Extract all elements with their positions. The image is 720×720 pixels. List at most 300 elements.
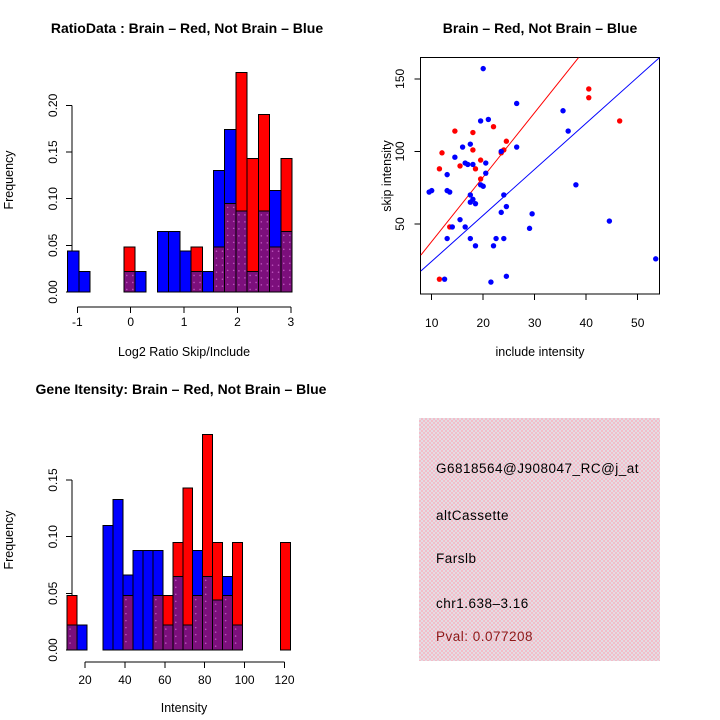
- gene_intensity_histogram-overlap-bar: [153, 596, 163, 650]
- purple-stipple-dot: [267, 263, 269, 265]
- purple-stipple-dot: [283, 277, 285, 279]
- purple-stipple-dot: [244, 284, 246, 286]
- brain_red-point: [586, 86, 591, 91]
- purple-stipple-dot: [289, 242, 291, 244]
- purple-stipple-dot: [227, 207, 229, 209]
- brain_red-point: [470, 130, 475, 135]
- ratio_histogram-overlap-bar: [258, 211, 269, 292]
- not_brain_blue-point: [529, 211, 534, 216]
- purple-stipple-dot: [185, 628, 187, 630]
- purple-stipple-dot: [126, 275, 128, 277]
- splice-type-text: altCassette: [436, 508, 510, 523]
- purple-stipple-dot: [235, 628, 237, 630]
- purple-stipple-dot: [175, 636, 177, 638]
- purple-stipple-dot: [222, 264, 224, 266]
- ratio_histogram-title: RatioData : Brain – Red, Not Brain – Blue: [50, 20, 324, 36]
- not_brain_blue-point: [514, 101, 519, 106]
- ratio_histogram-x-label: Log2 Ratio Skip/Include: [117, 345, 251, 359]
- ratio_histogram-overlap-bar: [281, 231, 292, 292]
- purple-stipple-dot: [215, 624, 217, 626]
- purple-stipple-dot: [267, 256, 269, 258]
- purple-stipple-dot: [175, 580, 177, 582]
- purple-stipple-dot: [205, 608, 207, 610]
- purple-stipple-dot: [238, 235, 240, 237]
- gene_intensity_histogram-bar: [133, 550, 143, 650]
- purple-stipple-dot: [272, 285, 274, 287]
- purple-stipple-dot: [233, 284, 235, 286]
- purple-stipple-dot: [225, 627, 227, 629]
- not_brain_blue-point: [470, 162, 475, 167]
- purple-stipple-dot: [267, 235, 269, 237]
- not_brain_blue-point: [501, 192, 506, 197]
- purple-stipple-dot: [278, 257, 280, 259]
- gene-info-box: [419, 418, 660, 661]
- not_brain_blue-point: [452, 155, 457, 160]
- purple-stipple-dot: [205, 594, 207, 596]
- ratio_histogram-overlap-bar: [213, 247, 224, 292]
- purple-stipple-dot: [244, 263, 246, 265]
- ratio_histogram-overlap-bar: [236, 211, 247, 292]
- purple-stipple-dot: [125, 620, 127, 622]
- brain_red-point: [504, 139, 509, 144]
- purple-stipple-dot: [272, 271, 274, 273]
- ratio_histogram-bar: [180, 251, 191, 292]
- purple-stipple-dot: [195, 606, 197, 608]
- not_brain_blue-point: [565, 128, 570, 133]
- purple-stipple-dot: [126, 282, 128, 284]
- purple-stipple-dot: [216, 250, 218, 252]
- purple-stipple-dot: [283, 270, 285, 272]
- not_brain_blue-point: [444, 236, 449, 241]
- purple-stipple-dot: [227, 221, 229, 223]
- purple-stipple-dot: [193, 282, 195, 284]
- not_brain_blue-point: [504, 274, 509, 279]
- purple-stipple-dot: [205, 601, 207, 603]
- gene_intensity_histogram-x-tick-label: 20: [78, 673, 92, 687]
- ratio_histogram-y-tick-label: 0.20: [46, 93, 60, 118]
- gene_intensity_histogram-bar: [103, 525, 113, 650]
- purple-stipple-dot: [125, 606, 127, 608]
- not_brain_blue-point: [607, 218, 612, 223]
- gene_intensity_histogram-x-tick-label: 100: [234, 673, 255, 687]
- ratio_histogram-y-tick-label: 0.00: [46, 280, 60, 304]
- purple-stipple-dot: [155, 627, 157, 629]
- purple-stipple-dot: [238, 284, 240, 286]
- purple-stipple-dot: [225, 634, 227, 636]
- not_brain_blue-point: [481, 184, 486, 189]
- purple-stipple-dot: [195, 627, 197, 629]
- purple-stipple-dot: [233, 270, 235, 272]
- ratio_histogram-bar: [157, 231, 168, 292]
- not_brain_blue-point: [473, 243, 478, 248]
- purple-stipple-dot: [238, 270, 240, 272]
- purple-stipple-dot: [283, 284, 285, 286]
- not_brain_blue-point: [442, 276, 447, 281]
- purple-stipple-dot: [205, 622, 207, 624]
- purple-stipple-dot: [205, 580, 207, 582]
- purple-stipple-dot: [233, 235, 235, 237]
- purple-stipple-dot: [255, 282, 257, 284]
- ratio_histogram-overlap-bar: [225, 203, 236, 292]
- purple-stipple-dot: [175, 629, 177, 631]
- purple-stipple-dot: [261, 263, 263, 265]
- ratio_histogram-x-tick-label: -1: [71, 315, 83, 329]
- purple-stipple-dot: [193, 289, 195, 291]
- purple-stipple-dot: [227, 263, 229, 265]
- purple-stipple-dot: [278, 250, 280, 252]
- brain_red-point: [470, 147, 475, 152]
- not_brain_blue-point: [527, 226, 532, 231]
- gene_intensity_histogram-overlap-bar: [193, 596, 203, 650]
- purple-stipple-dot: [225, 613, 227, 615]
- purple-stipple-dot: [195, 599, 197, 601]
- purple-stipple-dot: [227, 256, 229, 258]
- not_brain_blue-point: [478, 118, 483, 123]
- purple-stipple-dot: [205, 629, 207, 631]
- purple-stipple-dot: [238, 256, 240, 258]
- purple-stipple-dot: [165, 628, 167, 630]
- purple-stipple-dot: [261, 228, 263, 230]
- purple-stipple-dot: [267, 277, 269, 279]
- brain_fit_line: [421, 58, 579, 255]
- gene_intensity_histogram-overlap-bar: [203, 576, 213, 650]
- not_brain_blue-point: [473, 201, 478, 206]
- purple-stipple-dot: [215, 617, 217, 619]
- purple-stipple-dot: [238, 228, 240, 230]
- purple-stipple-dot: [244, 249, 246, 251]
- purple-stipple-dot: [233, 277, 235, 279]
- gene_intensity_histogram-x-label: Intensity: [160, 701, 208, 715]
- gene_intensity_histogram-overlap-bar: [123, 596, 133, 650]
- brain_red-point: [491, 124, 496, 129]
- purple-stipple-dot: [199, 275, 201, 277]
- ratio_histogram-y-tick-label: 0.05: [46, 233, 60, 258]
- purple-stipple-dot: [244, 235, 246, 237]
- purple-stipple-dot: [255, 275, 257, 277]
- purple-stipple-dot: [165, 642, 167, 644]
- ratio_histogram-y-tick-label: 0.10: [46, 187, 60, 211]
- ratio_histogram-y-label: Frequency: [2, 150, 16, 210]
- not_brain_blue-point: [653, 256, 658, 261]
- purple-stipple-dot: [222, 285, 224, 287]
- purple-stipple-dot: [216, 278, 218, 280]
- brain_red-point: [617, 118, 622, 123]
- purple-stipple-dot: [195, 634, 197, 636]
- not_brain_blue-point: [560, 108, 565, 113]
- purple-stipple-dot: [261, 242, 263, 244]
- gene_intensity_histogram-x-tick-label: 40: [118, 673, 132, 687]
- gene_intensity_histogram-overlap-bar: [173, 576, 183, 650]
- purple-stipple-dot: [222, 250, 224, 252]
- not_brain_blue-point: [429, 188, 434, 193]
- purple-stipple-dot: [69, 628, 71, 630]
- purple-stipple-dot: [289, 249, 291, 251]
- purple-stipple-dot: [125, 613, 127, 615]
- intensity_scatter-y-tick-label: 150: [393, 68, 407, 89]
- purple-stipple-dot: [289, 284, 291, 286]
- ratio_histogram-x-tick-label: 3: [287, 315, 295, 329]
- purple-stipple-dot: [69, 635, 71, 637]
- purple-stipple-dot: [185, 642, 187, 644]
- not_brain_blue-point: [504, 204, 509, 209]
- purple-stipple-dot: [165, 635, 167, 637]
- not_brain_blue-point: [450, 224, 455, 229]
- gene_intensity_histogram-x-tick-label: 120: [274, 673, 295, 687]
- purple-stipple-dot: [227, 270, 229, 272]
- ratio_histogram-y-tick-label: 0.15: [46, 140, 60, 164]
- purple-stipple-dot: [155, 613, 157, 615]
- purple-stipple-dot: [289, 270, 291, 272]
- gene_intensity_histogram-overlap-bar: [213, 600, 223, 650]
- purple-stipple-dot: [155, 606, 157, 608]
- gene_intensity_histogram-overlap-bar: [183, 625, 193, 650]
- purple-stipple-dot: [272, 278, 274, 280]
- brain_red-point: [478, 157, 483, 162]
- purple-stipple-dot: [175, 622, 177, 624]
- purple-stipple-dot: [233, 242, 235, 244]
- intensity_scatter-x-tick-label: 10: [425, 316, 439, 330]
- ratio_histogram-bar: [169, 231, 180, 292]
- gene_intensity_histogram-x-tick-label: 80: [198, 673, 212, 687]
- purple-stipple-dot: [235, 642, 237, 644]
- purple-stipple-dot: [244, 242, 246, 244]
- not_brain_blue-point: [491, 243, 496, 248]
- purple-stipple-dot: [222, 271, 224, 273]
- purple-stipple-dot: [132, 289, 134, 291]
- purple-stipple-dot: [261, 256, 263, 258]
- intensity_scatter-y-tick-label: 100: [393, 141, 407, 162]
- purple-stipple-dot: [272, 264, 274, 266]
- brain_red-point: [586, 95, 591, 100]
- purple-stipple-dot: [283, 263, 285, 265]
- brain_red-point: [437, 276, 442, 281]
- not_brain_blue-point: [483, 170, 488, 175]
- ratio_histogram-bar: [79, 271, 90, 292]
- purple-stipple-dot: [233, 249, 235, 251]
- purple-stipple-dot: [278, 285, 280, 287]
- purple-stipple-dot: [193, 275, 195, 277]
- gene_intensity_histogram-y-tick-label: 0.15: [46, 468, 60, 492]
- purple-stipple-dot: [155, 634, 157, 636]
- purple-stipple-dot: [155, 599, 157, 601]
- purple-stipple-dot: [185, 635, 187, 637]
- purple-stipple-dot: [225, 606, 227, 608]
- purple-stipple-dot: [225, 599, 227, 601]
- purple-stipple-dot: [238, 277, 240, 279]
- purple-stipple-dot: [216, 285, 218, 287]
- purple-stipple-dot: [132, 282, 134, 284]
- not_brain_blue-point: [444, 172, 449, 177]
- purple-stipple-dot: [283, 242, 285, 244]
- purple-stipple-dot: [267, 284, 269, 286]
- not_brain_blue-point: [514, 144, 519, 149]
- purple-stipple-dot: [126, 289, 128, 291]
- purple-stipple-dot: [215, 645, 217, 647]
- purple-stipple-dot: [244, 270, 246, 272]
- purple-stipple-dot: [175, 587, 177, 589]
- not_brain_blue-point: [499, 210, 504, 215]
- ratio_histogram-x-tick-label: 2: [234, 315, 241, 329]
- purple-stipple-dot: [238, 249, 240, 251]
- purple-stipple-dot: [255, 289, 257, 291]
- purple-stipple-dot: [175, 608, 177, 610]
- not_brain_blue-point: [460, 144, 465, 149]
- gene_intensity_histogram-y-tick-label: 0.10: [46, 525, 60, 549]
- purple-stipple-dot: [267, 228, 269, 230]
- gene_intensity_histogram-bar: [143, 550, 153, 650]
- purple-stipple-dot: [261, 235, 263, 237]
- purple-stipple-dot: [289, 235, 291, 237]
- purple-stipple-dot: [278, 264, 280, 266]
- purple-stipple-dot: [205, 587, 207, 589]
- brain_red-point: [478, 176, 483, 181]
- gene-name-text: Farslb: [436, 551, 477, 566]
- pval-text: Pval: 0.077208: [436, 629, 534, 644]
- purple-stipple-dot: [267, 214, 269, 216]
- brain_red-point: [439, 150, 444, 155]
- purple-stipple-dot: [225, 620, 227, 622]
- intensity_scatter-plot-box: [421, 58, 660, 294]
- purple-stipple-dot: [249, 275, 251, 277]
- purple-stipple-dot: [267, 221, 269, 223]
- purple-stipple-dot: [125, 634, 127, 636]
- purple-stipple-dot: [132, 275, 134, 277]
- purple-stipple-dot: [289, 263, 291, 265]
- brain_red-point: [437, 166, 442, 171]
- purple-stipple-dot: [233, 221, 235, 223]
- not_brain_blue-point: [483, 160, 488, 165]
- not_brain_blue-point: [468, 141, 473, 146]
- locus-text: chr1.638–3.16: [436, 596, 529, 611]
- purple-stipple-dot: [175, 615, 177, 617]
- purple-stipple-dot: [227, 242, 229, 244]
- gene_intensity_histogram-y-tick-label: 0.00: [46, 638, 60, 662]
- gene_intensity_histogram-bar: [113, 499, 123, 650]
- not_brain_blue-point: [573, 182, 578, 187]
- purple-stipple-dot: [244, 221, 246, 223]
- purple-stipple-dot: [267, 249, 269, 251]
- purple-stipple-dot: [238, 263, 240, 265]
- intensity_scatter-title: Brain – Red, Not Brain – Blue: [442, 20, 638, 36]
- gene_intensity_histogram-overlap-bar: [163, 625, 173, 650]
- ratio_histogram-bar: [135, 271, 146, 292]
- purple-stipple-dot: [289, 256, 291, 258]
- purple-stipple-dot: [155, 641, 157, 643]
- ratio_histogram-x-tick-label: 0: [127, 315, 135, 329]
- purple-stipple-dot: [227, 228, 229, 230]
- purple-stipple-dot: [249, 289, 251, 291]
- purple-stipple-dot: [235, 635, 237, 637]
- purple-stipple-dot: [69, 642, 71, 644]
- purple-stipple-dot: [195, 641, 197, 643]
- purple-stipple-dot: [199, 282, 201, 284]
- purple-stipple-dot: [216, 257, 218, 259]
- purple-stipple-dot: [222, 278, 224, 280]
- gene_intensity_histogram-bar: [281, 542, 291, 650]
- not_brain_blue-point: [462, 224, 467, 229]
- purple-stipple-dot: [244, 277, 246, 279]
- purple-stipple-dot: [216, 271, 218, 273]
- purple-stipple-dot: [205, 643, 207, 645]
- purple-stipple-dot: [175, 601, 177, 603]
- intensity_scatter-y-label: skip intensity: [380, 140, 394, 212]
- purple-stipple-dot: [215, 631, 217, 633]
- purple-stipple-dot: [283, 256, 285, 258]
- purple-stipple-dot: [227, 235, 229, 237]
- purple-stipple-dot: [272, 257, 274, 259]
- gene_intensity_histogram-overlap-bar: [233, 625, 243, 650]
- intensity_scatter-x-label: include intensity: [495, 345, 585, 359]
- gene_intensity_histogram-overlap-bar: [67, 625, 77, 650]
- purple-stipple-dot: [175, 643, 177, 645]
- purple-stipple-dot: [215, 610, 217, 612]
- gene_intensity_histogram-y-label: Frequency: [2, 510, 16, 570]
- purple-stipple-dot: [289, 277, 291, 279]
- purple-stipple-dot: [227, 249, 229, 251]
- purple-stipple-dot: [261, 277, 263, 279]
- purple-stipple-dot: [222, 257, 224, 259]
- purple-stipple-dot: [205, 636, 207, 638]
- not_brain_blue-point: [486, 117, 491, 122]
- ratio_histogram-bar: [202, 271, 213, 292]
- purple-stipple-dot: [195, 613, 197, 615]
- purple-stipple-dot: [125, 641, 127, 643]
- purple-stipple-dot: [238, 214, 240, 216]
- brain_red-point: [452, 128, 457, 133]
- purple-stipple-dot: [155, 620, 157, 622]
- purple-stipple-dot: [125, 627, 127, 629]
- ratio_histogram-x-tick-label: 1: [180, 315, 188, 329]
- purple-stipple-dot: [278, 271, 280, 273]
- not_brain_blue-point: [493, 236, 498, 241]
- intensity_scatter-y-tick-label: 50: [393, 217, 407, 231]
- purple-stipple-dot: [261, 284, 263, 286]
- ratio_histogram-bar: [68, 251, 79, 292]
- purple-stipple-dot: [261, 270, 263, 272]
- purple-stipple-dot: [261, 249, 263, 251]
- purple-stipple-dot: [233, 256, 235, 258]
- gene_intensity_histogram-y-tick-label: 0.05: [46, 581, 60, 606]
- ratio_histogram-overlap-bar: [270, 247, 281, 292]
- purple-stipple-dot: [244, 214, 246, 216]
- purple-stipple-dot: [249, 282, 251, 284]
- purple-stipple-dot: [227, 284, 229, 286]
- not_brain_blue-point: [468, 236, 473, 241]
- intensity_scatter-x-tick-label: 40: [579, 316, 593, 330]
- not_brain_blue-point: [465, 162, 470, 167]
- purple-stipple-dot: [175, 594, 177, 596]
- intensity_scatter-x-tick-label: 30: [528, 316, 542, 330]
- not_brain_blue-point: [488, 279, 493, 284]
- probe-id-text: G6818564@J908047_RC@j_at: [436, 461, 640, 476]
- purple-stipple-dot: [267, 242, 269, 244]
- purple-stipple-dot: [233, 228, 235, 230]
- purple-stipple-dot: [205, 615, 207, 617]
- intensity_scatter-x-tick-label: 20: [476, 316, 490, 330]
- gene_intensity_histogram-x-tick-label: 60: [158, 673, 172, 687]
- purple-stipple-dot: [283, 249, 285, 251]
- purple-stipple-dot: [233, 263, 235, 265]
- purple-stipple-dot: [238, 221, 240, 223]
- purple-stipple-dot: [125, 599, 127, 601]
- purple-stipple-dot: [233, 214, 235, 216]
- purple-stipple-dot: [227, 214, 229, 216]
- purple-stipple-dot: [267, 270, 269, 272]
- not_brain_blue-point: [468, 200, 473, 205]
- purple-stipple-dot: [195, 620, 197, 622]
- purple-stipple-dot: [244, 256, 246, 258]
- purple-stipple-dot: [233, 207, 235, 209]
